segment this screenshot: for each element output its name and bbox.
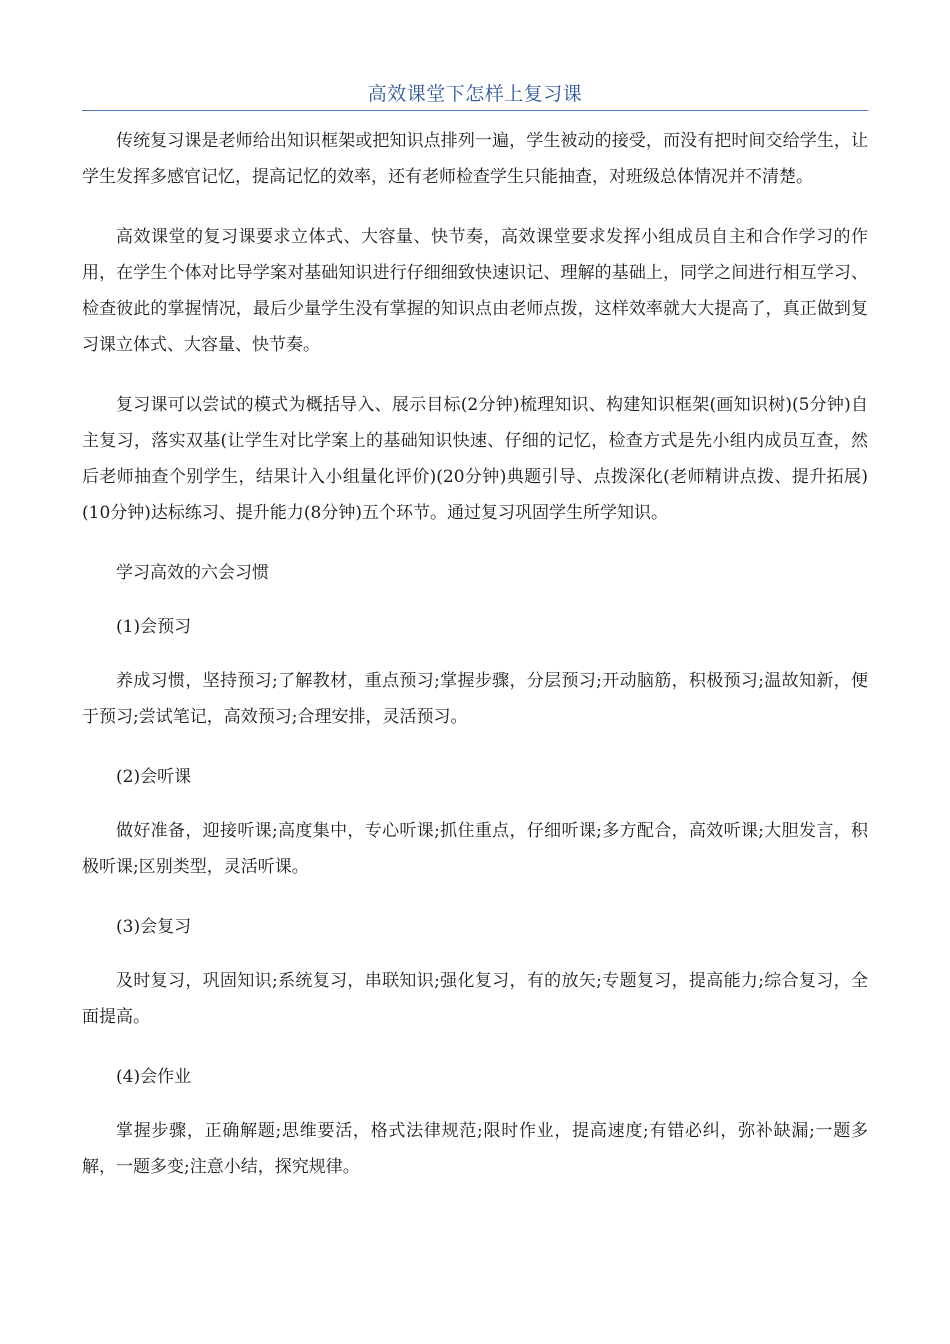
document-title: 高效课堂下怎样上复习课 xyxy=(367,83,583,105)
paragraph-efficient-review: 高效课堂的复习课要求立体式、大容量、快节奏，高效课堂要求发挥小组成员自主和合作学习的作用，在学生个体对比导学案对基础知识进行仔细细致快速识记、理解的基础上，同学之间进行相互学习、检查彼此的掌握情况，最后少量学生没有掌握的知识点由老师点拨，这样效率就大大提高了，真正做到复习课立体式、大容量、快节奏。 xyxy=(82,227,868,355)
habit-text-listen: 做好准备，迎接听课;高度集中，专心听课;抓住重点，仔细听课;多方配合，高效听课;大胆发言，积极听课;区别类型，灵活听课。 xyxy=(82,821,868,877)
habit-heading-listen: (2)会听课 xyxy=(116,767,192,787)
paragraph-traditional-review: 传统复习课是老师给出知识框架或把知识点排列一遍，学生被动的接受，而没有把时间交给学生，让学生发挥多感官记忆，提高记忆的效率，还有老师检查学生只能抽查，对班级总体情况并不清楚。 xyxy=(82,131,868,187)
habit-heading-preview: (1)会预习 xyxy=(116,617,192,637)
paragraph-review-model: 复习课可以尝试的模式为概括导入、展示目标(2分钟)梳理知识、构建知识框架(画知识树)(5分钟)自主复习，落实双基(让学生对比学案上的基础知识快速、仔细的记忆，检查方式是先小组内成员互查，然后老师抽查个别学生，结果计入小组量化评价)(20分钟)典题引导、点拨深化(老师精讲点拨、提升拓展)(10分钟)达标练习、提升能力(8分钟)五个环节。通过复习巩固学生所学知识。 xyxy=(82,395,868,523)
habit-heading-review: (3)会复习 xyxy=(116,917,192,937)
section-heading-six-habits: 学习高效的六会习惯 xyxy=(116,563,269,583)
habit-heading-homework: (4)会作业 xyxy=(116,1067,192,1087)
habit-text-homework: 掌握步骤，正确解题;思维要活，格式法律规范;限时作业，提高速度;有错必纠，弥补缺漏;一题多解，一题多变;注意小结，探究规律。 xyxy=(82,1121,868,1177)
document-body xyxy=(82,123,868,1209)
habit-text-review: 及时复习，巩固知识;系统复习，串联知识;强化复习，有的放矢;专题复习，提高能力;综合复习，全面提高。 xyxy=(82,971,868,1027)
habit-text-preview: 养成习惯，坚持预习;了解教材，重点预习;掌握步骤，分层预习;开动脑筋，积极预习;温故知新，便于预习;尝试笔记，高效预习;合理安排，灵活预习。 xyxy=(82,671,868,727)
page-header xyxy=(82,80,868,111)
